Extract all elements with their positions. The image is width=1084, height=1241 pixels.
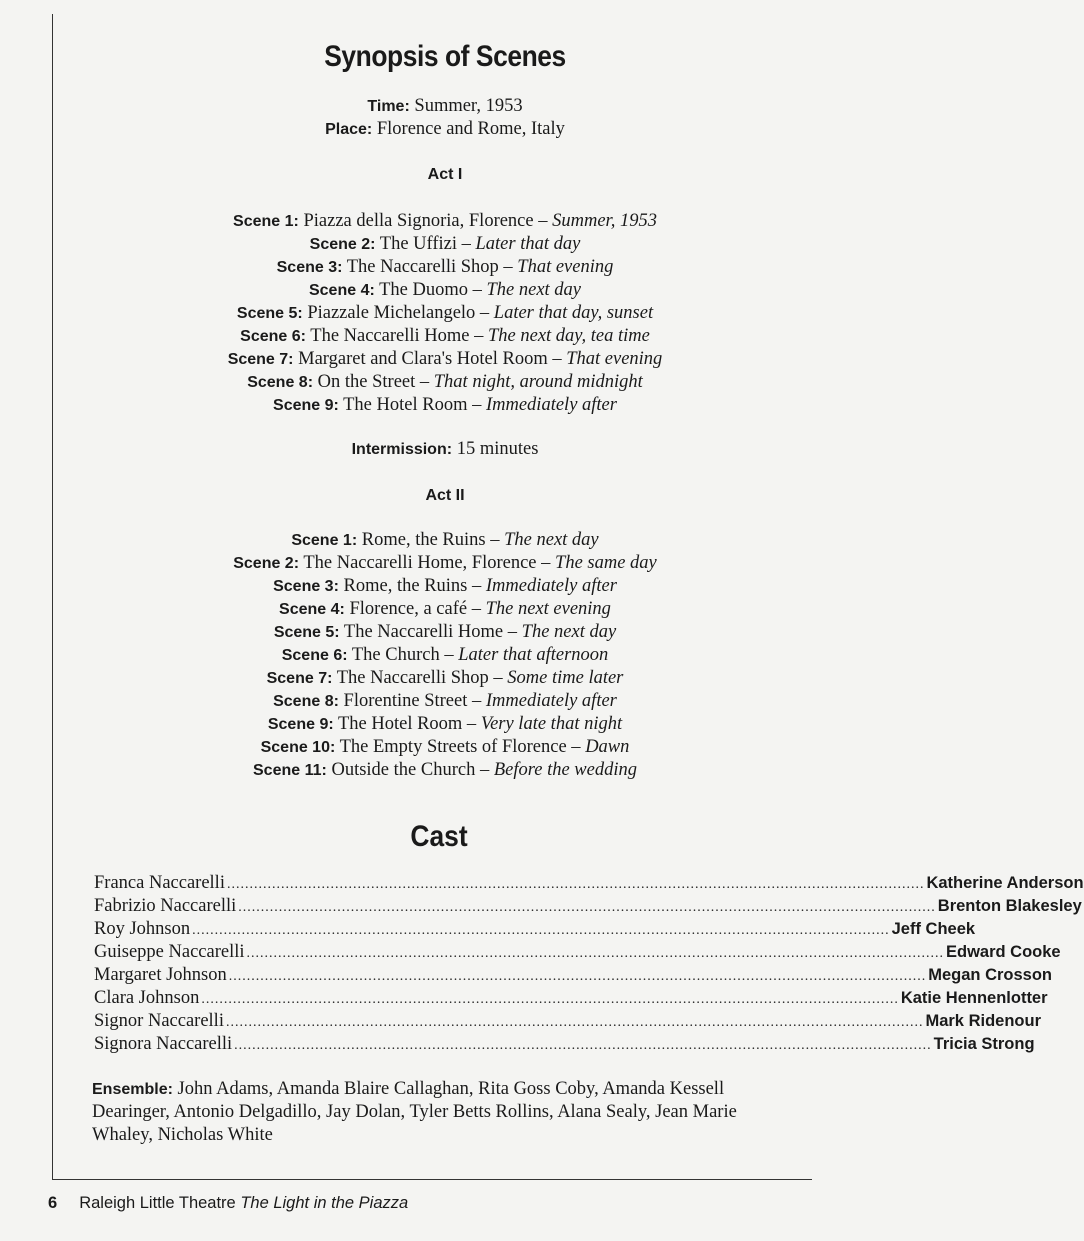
scene-line: [0, 325, 890, 348]
scene-label: Scene 6:: [240, 328, 306, 345]
dot-leader: ...........................................................................................................................................................: [201, 992, 899, 1007]
act-2-scene-list: [0, 529, 890, 782]
time-label: Time:: [367, 98, 410, 115]
scene-time: The next day: [486, 280, 582, 300]
cast-actor: Mark Ridenour: [925, 1012, 1041, 1030]
cast-role: Guiseppe Naccarelli: [94, 942, 245, 962]
ensemble-label: Ensemble: [92, 1081, 168, 1098]
scene-label: Scene 5:: [236, 305, 303, 322]
scene-line: [0, 598, 890, 621]
cast-actor: Katherine Anderson: [926, 874, 1084, 892]
scene-line: [0, 302, 890, 325]
scene-location: On the Street –: [317, 372, 430, 392]
intermission-value: 15 minutes: [456, 439, 539, 459]
scene-label: Scene 4:: [308, 282, 375, 299]
scene-location: The Naccarelli Shop –: [346, 257, 513, 277]
cast-row: [94, 964, 1053, 987]
scene-time: The next day, tea time: [488, 326, 650, 346]
scene-line: [0, 690, 890, 713]
cast-actor: Brenton Blakesley: [937, 897, 1082, 915]
scene-time: Some time later: [507, 668, 624, 688]
cast-row: [94, 1033, 1035, 1056]
scene-time: Immediately after: [485, 691, 617, 711]
scene-line: [0, 529, 890, 552]
scene-time: Summer, 1953: [552, 211, 657, 231]
scene-line: [0, 575, 890, 598]
scene-label: Scene 2:: [309, 236, 376, 253]
cast-role: Margaret Johnson: [94, 965, 227, 985]
setting-info: [0, 95, 890, 141]
cast-actor: Jeff Cheek: [891, 920, 976, 938]
scene-line: [0, 552, 890, 575]
scene-label: Scene 3:: [276, 259, 343, 276]
scene-time: Very late that night: [480, 714, 623, 734]
place-line: [0, 118, 890, 141]
cast-title: Cast: [410, 820, 468, 853]
scene-location: Florence, a café –: [349, 599, 481, 619]
scene-location: Rome, the Ruins –: [361, 530, 500, 550]
dot-leader: ...........................................................................................................................................................: [234, 1038, 932, 1053]
scene-line: [0, 233, 890, 256]
scene-label: Scene 6:: [281, 647, 348, 664]
scene-time: Dawn: [585, 737, 630, 757]
page-footer: [48, 1194, 408, 1213]
scene-time: The next day: [504, 530, 599, 550]
dot-leader: ...........................................................................................................................................................: [238, 900, 936, 915]
ensemble-colon: :: [167, 1081, 173, 1098]
scene-time: That evening: [517, 257, 614, 277]
scene-time: Later that day: [475, 234, 581, 254]
dot-leader: ...........................................................................................................................................................: [192, 923, 890, 938]
cast-role: Fabrizio Naccarelli: [94, 896, 237, 916]
scene-label: Scene 7:: [266, 670, 333, 687]
page-number: 6: [48, 1194, 58, 1212]
show-title: The Light in the Piazza: [240, 1194, 409, 1212]
scene-line: [0, 279, 890, 302]
cast-role: Signora Naccarelli: [94, 1034, 233, 1054]
scene-label: Scene 3:: [273, 578, 339, 595]
intermission-line: [0, 438, 890, 461]
page-title: Synopsis of Scenes: [324, 40, 566, 73]
dot-leader: ...........................................................................................................................................................: [225, 1015, 924, 1030]
scene-label: Scene 5:: [273, 624, 340, 641]
scene-time: Later that afternoon: [458, 645, 609, 665]
cast-row: [94, 918, 976, 941]
dot-leader: ...........................................................................................................................................................: [226, 877, 925, 892]
scene-time: Immediately after: [485, 395, 617, 415]
cast-row: [94, 941, 1061, 964]
scene-location: Outside the Church –: [331, 760, 490, 780]
place-value: Florence and Rome, Italy: [376, 119, 565, 139]
cast-row: [94, 1010, 1041, 1033]
intermission-section: [0, 438, 890, 461]
scene-line: [0, 256, 890, 279]
scene-line: [0, 667, 890, 690]
scene-label: Scene 2:: [233, 555, 300, 572]
scene-label: Scene 7:: [227, 351, 294, 368]
scene-location: The Naccarelli Home, Florence –: [303, 553, 551, 573]
dot-leader: ...........................................................................................................................................................: [246, 946, 944, 961]
scene-line: [0, 210, 890, 233]
theatre-name: Raleigh Little Theatre: [79, 1194, 236, 1212]
scene-location: The Uffizi –: [379, 234, 471, 254]
scene-location: Piazza della Signoria, Florence –: [303, 211, 548, 231]
act-heading: Act II: [425, 487, 465, 504]
scene-label: Scene 9:: [267, 716, 334, 733]
cast-row: [94, 872, 1084, 895]
dot-leader: ...........................................................................................................................................................: [228, 969, 927, 984]
act-1-scene-list: [0, 210, 890, 417]
cast-actor: Edward Cooke: [946, 943, 1061, 961]
cast-actor: Katie Hennenlotter: [900, 989, 1048, 1007]
scene-location: The Naccarelli Shop –: [336, 668, 503, 688]
scene-time: The same day: [555, 553, 657, 573]
act-heading: Act I: [427, 166, 463, 183]
time-line: [0, 95, 890, 118]
ensemble-paragraph: [92, 1078, 782, 1147]
scene-location: The Hotel Room –: [337, 714, 477, 734]
scene-time: That night, around midnight: [433, 372, 643, 392]
cast-list: [94, 872, 1084, 1056]
scene-label: Scene 1:: [233, 213, 299, 230]
scene-location: The Naccarelli Home –: [310, 326, 484, 346]
scene-time: Later that day, sunset: [493, 303, 654, 323]
scene-line: [0, 759, 890, 782]
scene-location: The Church –: [351, 645, 454, 665]
cast-actor: Tricia Strong: [933, 1035, 1035, 1053]
ensemble-names: John Adams, Amanda Blaire Callaghan, Rita Goss Coby, Amanda Kessell Dearinger, Antonio Delgadillo, Jay Dolan, Tyler Betts Rollins, Alana Sealy, Jean Marie Whaley, Nicholas White: [92, 1079, 737, 1145]
cast-role: Signor Naccarelli: [94, 1011, 224, 1031]
act-2-section: [0, 485, 890, 507]
scene-time: The next evening: [485, 599, 611, 619]
cast-role: Franca Naccarelli: [94, 873, 225, 893]
scene-line: [0, 713, 890, 736]
scene-line: [0, 348, 890, 371]
cast-role: Roy Johnson: [94, 919, 191, 939]
scene-time: The next day: [521, 622, 617, 642]
scene-location: Rome, the Ruins –: [343, 576, 482, 596]
scene-location: The Hotel Room –: [343, 395, 482, 415]
cast-role: Clara Johnson: [94, 988, 200, 1008]
scene-line: [0, 394, 890, 417]
scene-line: [0, 621, 890, 644]
scene-label: Scene 8:: [247, 374, 314, 391]
scene-time: Before the wedding: [493, 760, 637, 780]
scene-time: Immediately after: [485, 576, 617, 596]
scene-line: [0, 644, 890, 667]
time-value: Summer, 1953: [414, 96, 523, 116]
scene-label: Scene 11:: [253, 762, 327, 779]
scene-line: [0, 736, 890, 759]
scene-location: Piazzale Michelangelo –: [307, 303, 490, 323]
cast-row: [94, 895, 1082, 918]
scene-location: Florentine Street –: [343, 691, 482, 711]
scene-label: Scene 10:: [260, 739, 336, 756]
scene-location: The Duomo –: [379, 280, 482, 300]
scene-location: Margaret and Clara's Hotel Room –: [298, 349, 562, 369]
scene-label: Scene 4:: [279, 601, 345, 618]
scene-time: That evening: [566, 349, 663, 369]
intermission-label: Intermission:: [351, 441, 453, 458]
act-1-section: [0, 164, 890, 186]
scene-location: The Empty Streets of Florence –: [339, 737, 581, 757]
scene-label: Scene 8:: [273, 693, 339, 710]
scene-line: [0, 371, 890, 394]
cast-row: [94, 987, 1048, 1010]
scene-label: Scene 9:: [273, 397, 339, 414]
place-label: Place:: [325, 121, 373, 138]
cast-actor: Megan Crosson: [928, 966, 1053, 984]
scene-location: The Naccarelli Home –: [343, 622, 518, 642]
scene-label: Scene 1:: [291, 532, 358, 549]
